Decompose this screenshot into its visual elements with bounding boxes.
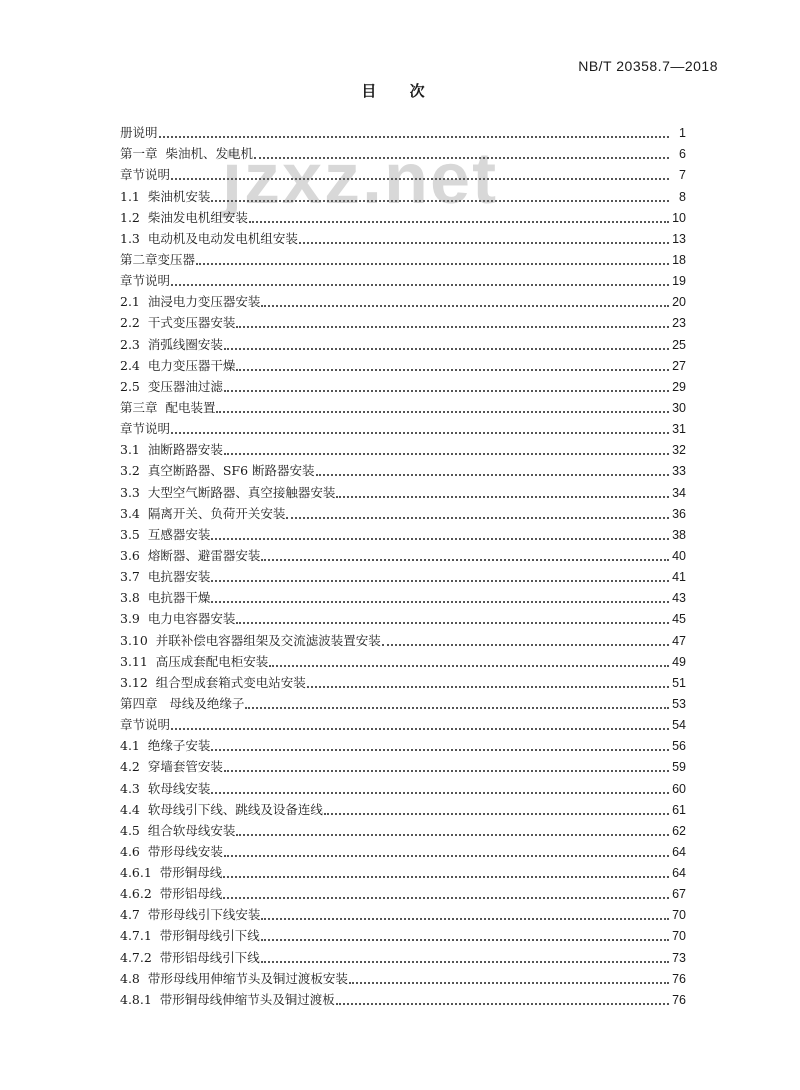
toc-entry — [120, 923, 686, 944]
toc-entry-page: 19 — [672, 274, 686, 289]
toc-entry-label: 1.3 电动机及电动发电机组安装 — [120, 230, 298, 246]
toc-entry-label: 册说明 — [120, 125, 158, 141]
toc-entry-page: 20 — [672, 295, 686, 310]
toc-entry-page: 51 — [672, 675, 686, 690]
toc-entry-label: 3.9 电力电容器安装 — [120, 611, 236, 627]
toc-entry-label: 2.3 消弧线圈安装 — [120, 336, 223, 352]
toc-entry-label: 2.5 变压器油过滤 — [120, 378, 223, 394]
toc-leader-dots — [349, 972, 669, 984]
toc-entry-page: 8 — [679, 189, 686, 204]
toc-leader-dots — [261, 929, 669, 941]
toc-leader-dots — [269, 655, 669, 667]
toc-entry — [120, 416, 686, 437]
toc-entry — [120, 585, 686, 606]
toc-entry-label: 4.7.2 带形铝母线引下线 — [120, 949, 260, 965]
toc-leader-dots — [236, 824, 669, 836]
toc-entry — [120, 162, 686, 183]
toc-entry-page: 30 — [672, 400, 686, 415]
toc-entry-page: 47 — [672, 633, 686, 648]
toc-entry — [120, 860, 686, 881]
toc-entry-page: 43 — [672, 591, 686, 606]
toc-entry-label: 3.3 大型空气断路器、真空接触器安装 — [120, 484, 336, 500]
toc-entry-page: 33 — [672, 464, 686, 479]
toc-leader-dots — [159, 126, 669, 138]
toc-entry — [120, 944, 686, 965]
toc-entry — [120, 627, 686, 648]
toc-entry-label: 第二章变压器 — [120, 251, 196, 267]
toc-entry-page: 18 — [672, 252, 686, 267]
toc-leader-dots — [336, 486, 669, 498]
toc-leader-dots — [171, 274, 669, 286]
toc-entry-label: 4.6.1 带形铜母线 — [120, 865, 223, 881]
toc-entry-page: 41 — [672, 570, 686, 585]
toc-entry-label: 4.8 带形母线用伸缩节头及铜过渡板安装 — [120, 970, 348, 986]
toc-entry-label: 3.1 油断路器安装 — [120, 442, 223, 458]
toc-entry-label: 4.4 软母线引下线、跳线及设备连线 — [120, 801, 323, 817]
toc-entry-page: 53 — [672, 696, 686, 711]
toc-leader-dots — [254, 147, 669, 159]
toc-leader-dots — [171, 168, 669, 180]
toc-entry — [120, 775, 686, 796]
toc-entry-label: 3.6 熔断器、避雷器安装 — [120, 547, 261, 563]
toc-entry-page: 73 — [672, 950, 686, 965]
toc-leader-dots — [196, 253, 669, 265]
toc-leader-dots — [236, 316, 669, 328]
toc-entry-page: 67 — [672, 887, 686, 902]
toc-leader-dots — [171, 718, 669, 730]
toc-entry-page: 76 — [672, 992, 686, 1007]
toc-leader-dots — [307, 676, 669, 688]
toc-entry — [120, 649, 686, 670]
toc-leader-dots — [216, 401, 669, 413]
toc-entry-label: 4.7.1 带形铜母线引下线 — [120, 928, 260, 944]
toc-entry-page: 27 — [672, 358, 686, 373]
toc-entry — [120, 479, 686, 500]
toc-entry-page: 34 — [672, 485, 686, 500]
watermark: jzxz.net — [222, 139, 499, 219]
toc-entry-label: 4.3 软母线安装 — [120, 780, 211, 796]
toc-entry — [120, 395, 686, 416]
toc-entry-page: 40 — [672, 548, 686, 563]
toc-entry-label: 3.2 真空断路器、SF6 断路器安装 — [120, 463, 315, 479]
toc-leader-dots — [316, 464, 670, 476]
toc-entry-page: 32 — [672, 443, 686, 458]
toc-entry-label: 4.5 组合软母线安装 — [120, 822, 236, 838]
toc-entry-page: 25 — [672, 337, 686, 352]
toc-leader-dots — [223, 866, 669, 878]
toc-entry-label: 1.2 柴油发电机组安装 — [120, 209, 248, 225]
toc-leader-dots — [236, 359, 669, 371]
toc-entry-label: 4.6.2 带形铝母线 — [120, 886, 223, 902]
toc-entry-page: 6 — [679, 147, 686, 162]
toc-entry — [120, 353, 686, 374]
toc-leader-dots — [224, 380, 669, 392]
toc-leader-dots — [261, 549, 669, 561]
toc-entry — [120, 226, 686, 247]
toc-entry — [120, 543, 686, 564]
toc-entry — [120, 839, 686, 860]
toc-entry — [120, 374, 686, 395]
toc-entry-label: 第四章 母线及绝缘子 — [120, 695, 245, 711]
toc-entry — [120, 458, 686, 479]
toc-entry — [120, 691, 686, 712]
toc-entry-page: 56 — [672, 739, 686, 754]
toc-entry-label: 3.5 互感器安装 — [120, 526, 211, 542]
toc-entry — [120, 754, 686, 775]
toc-entry-label: 3.12 组合型成套箱式变电站安装 — [120, 674, 306, 690]
toc-entry-page: 31 — [672, 422, 686, 437]
toc-entry-page: 7 — [679, 168, 686, 183]
toc-entry-label: 2.4 电力变压器干燥 — [120, 357, 236, 373]
toc-entry-page: 45 — [672, 612, 686, 627]
toc-entry-label: 4.7 带形母线引下线安装 — [120, 907, 261, 923]
toc-entry-page: 1 — [679, 126, 686, 141]
toc-entry-page: 23 — [672, 316, 686, 331]
toc-entry — [120, 987, 686, 1008]
toc-entry — [120, 268, 686, 289]
toc-leader-dots — [336, 993, 669, 1005]
toc-leader-dots — [286, 507, 669, 519]
toc-entry-page: 76 — [672, 971, 686, 986]
toc-entry-label: 4.6 带形母线安装 — [120, 843, 223, 859]
toc-entry — [120, 437, 686, 458]
toc-leader-dots — [261, 951, 669, 963]
toc-entry-label: 3.10 并联补偿电容器组架及交流滤波装置安装 — [120, 632, 381, 648]
toc-entry-label: 章节说明 — [120, 167, 171, 183]
toc-entry — [120, 966, 686, 987]
toc-entry — [120, 881, 686, 902]
toc-entry — [120, 141, 686, 162]
toc-entry-label: 3.4 隔离开关、负荷开关安装 — [120, 505, 286, 521]
toc-leader-dots — [211, 739, 669, 751]
toc-entry — [120, 712, 686, 733]
toc-entry — [120, 183, 686, 204]
toc-entry-page: 29 — [672, 379, 686, 394]
toc-entry-page: 49 — [672, 654, 686, 669]
toc-entry-label: 2.1 油浸电力变压器安装 — [120, 294, 261, 310]
toc-leader-dots — [324, 803, 669, 815]
toc-leader-dots — [261, 295, 669, 307]
toc-entry-label: 1.1 柴油机安装 — [120, 188, 211, 204]
toc-entry-page: 64 — [672, 866, 686, 881]
toc-entry-label: 章节说明 — [120, 421, 171, 437]
toc-leader-dots — [211, 190, 669, 202]
toc-leader-dots — [382, 634, 669, 646]
toc-entry — [120, 522, 686, 543]
toc-entry-page: 54 — [672, 718, 686, 733]
toc-entry — [120, 564, 686, 585]
toc-entry — [120, 501, 686, 522]
toc-leader-dots — [249, 211, 669, 223]
toc-entry-label: 3.11 高压成套配电柜安装 — [120, 653, 269, 669]
toc-entry — [120, 797, 686, 818]
toc-entry — [120, 289, 686, 310]
toc-leader-dots — [211, 591, 669, 603]
toc-entry — [120, 205, 686, 226]
toc-entry-label: 4.1 绝缘子安装 — [120, 738, 211, 754]
toc-entry-page: 70 — [672, 929, 686, 944]
toc-leader-dots — [236, 612, 669, 624]
toc-entry-page: 38 — [672, 527, 686, 542]
toc-entry-page: 62 — [672, 823, 686, 838]
toc-leader-dots — [224, 760, 669, 772]
toc-entry-label: 2.2 干式变压器安装 — [120, 315, 236, 331]
toc-entry-page: 59 — [672, 760, 686, 775]
toc-entry-label: 4.2 穿墙套管安装 — [120, 759, 223, 775]
toc-entry-label: 章节说明 — [120, 717, 171, 733]
toc-entry-page: 13 — [672, 231, 686, 246]
toc-entry — [120, 670, 686, 691]
toc-entry-label: 3.8 电抗器干燥 — [120, 590, 211, 606]
toc-leader-dots — [245, 697, 669, 709]
toc-entry-page: 10 — [672, 210, 686, 225]
toc-entry-label: 章节说明 — [120, 273, 171, 289]
toc-leader-dots — [261, 908, 669, 920]
toc-leader-dots — [224, 845, 669, 857]
toc-entry — [120, 733, 686, 754]
toc-leader-dots — [299, 232, 669, 244]
toc-entry-page: 61 — [672, 802, 686, 817]
toc-entry-label: 3.7 电抗器安装 — [120, 569, 211, 585]
toc-entry-page: 70 — [672, 908, 686, 923]
toc-leader-dots — [211, 782, 669, 794]
toc-entry-label: 第一章 柴油机、发电机 — [120, 146, 253, 162]
toc-leader-dots — [211, 570, 669, 582]
table-of-contents — [120, 120, 686, 1008]
toc-title: 目 次 — [361, 82, 439, 100]
toc-leader-dots — [211, 528, 669, 540]
toc-leader-dots — [171, 422, 669, 434]
toc-entry — [120, 310, 686, 331]
toc-entry — [120, 120, 686, 141]
toc-entry-label: 第三章 配电装置 — [120, 399, 216, 415]
toc-leader-dots — [224, 443, 669, 455]
toc-entry — [120, 331, 686, 352]
toc-leader-dots — [224, 338, 669, 350]
toc-entry — [120, 606, 686, 627]
toc-entry-label: 4.8.1 带形铜母线伸缩节头及铜过渡板 — [120, 991, 335, 1007]
toc-entry — [120, 247, 686, 268]
toc-entry — [120, 902, 686, 923]
toc-entry — [120, 818, 686, 839]
standard-number: NB/T 20358.7—2018 — [578, 58, 718, 74]
toc-entry-page: 64 — [672, 844, 686, 859]
toc-leader-dots — [223, 887, 669, 899]
toc-entry-page: 36 — [672, 506, 686, 521]
toc-entry-page: 60 — [672, 781, 686, 796]
